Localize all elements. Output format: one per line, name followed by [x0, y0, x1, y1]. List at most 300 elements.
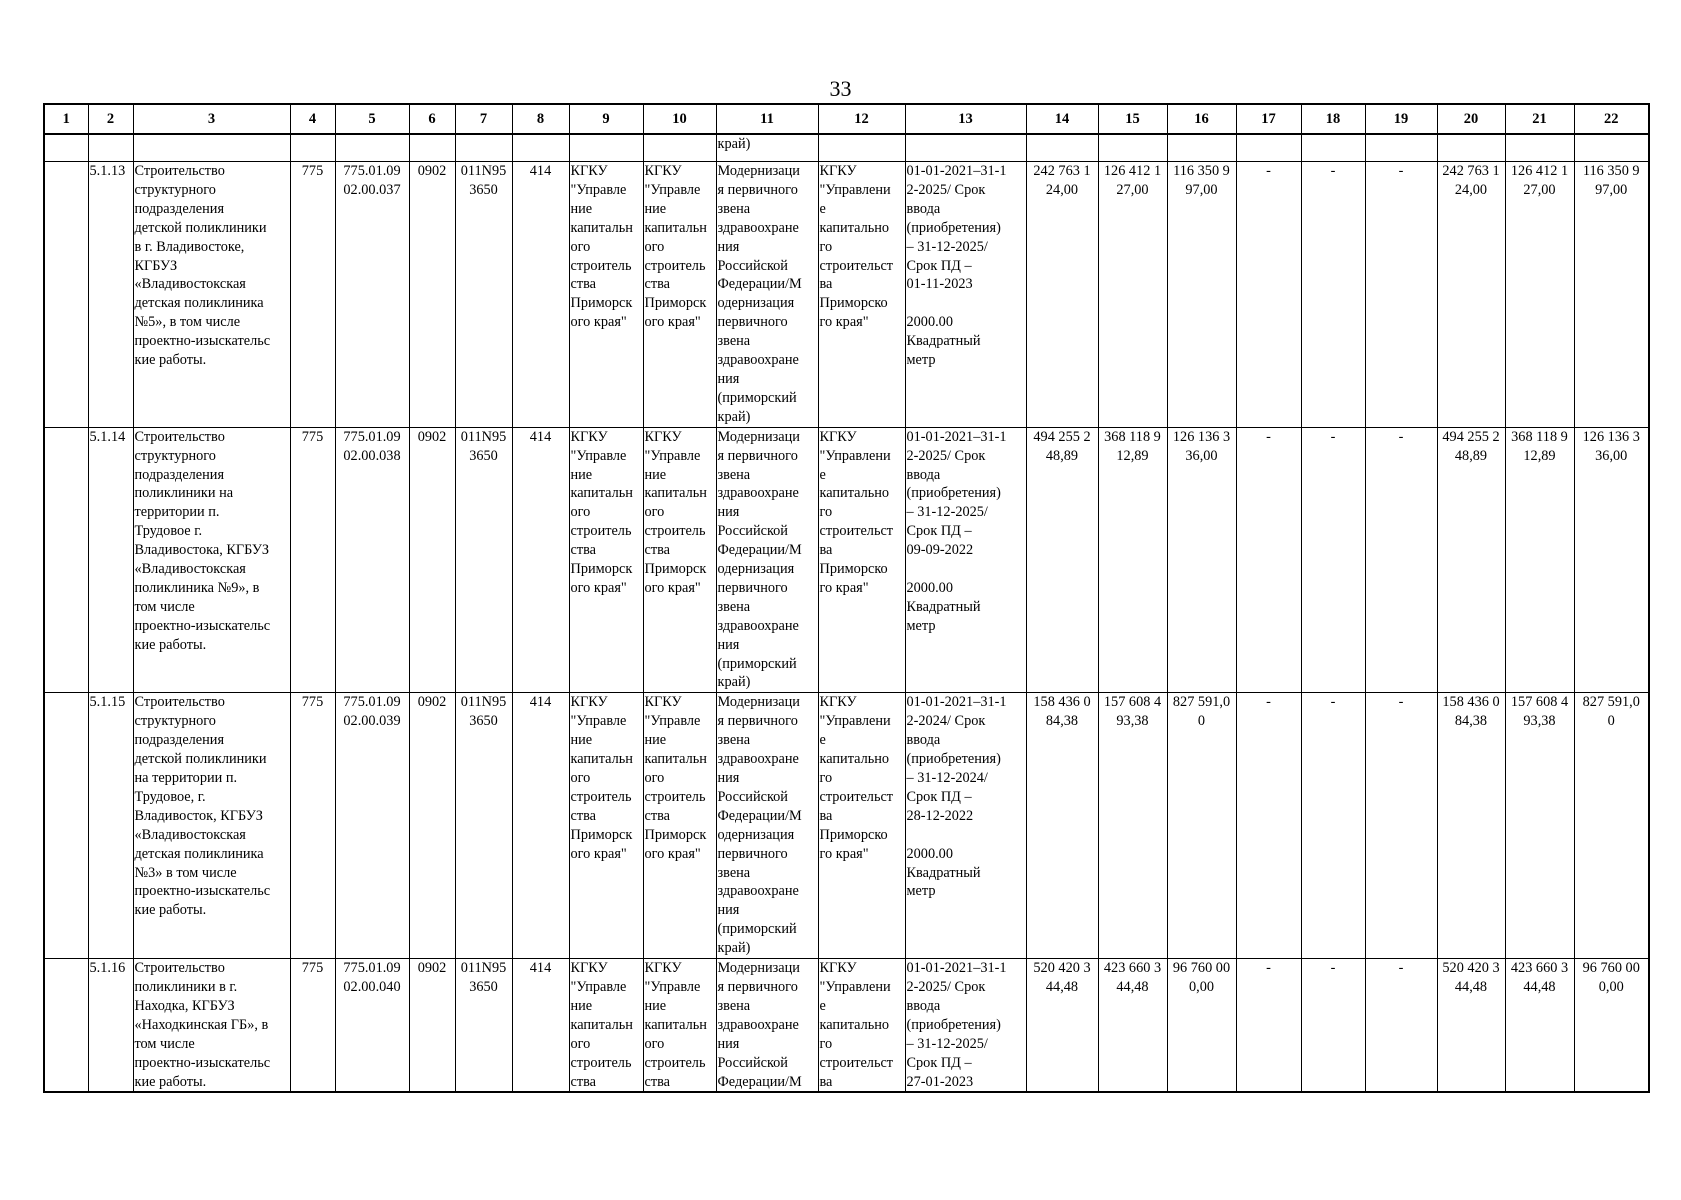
cell-line: Квадратный	[906, 333, 981, 350]
cell-line: Квадратный	[906, 864, 981, 881]
cell-line: Находка, КГБУЗ	[134, 997, 235, 1014]
cell-line: 97,00	[1595, 181, 1628, 198]
cell-line: 44,48	[1454, 978, 1488, 995]
table-cell	[1301, 134, 1365, 162]
cell-line: 27,00	[1523, 181, 1556, 198]
cell-line: го края"	[819, 314, 869, 331]
cell-line: здравоохране	[717, 219, 799, 236]
cell-line: Приморск	[644, 826, 707, 843]
table-cell	[1098, 693, 1167, 959]
column-number-header: 2	[88, 104, 133, 134]
cell-line: Приморск	[570, 561, 633, 578]
table-cell	[1437, 693, 1505, 959]
cell-line: капитальн	[644, 485, 707, 502]
column-number-header: 14	[1026, 104, 1098, 134]
cell-line: "Управлени	[819, 713, 891, 730]
cell-line: капитальн	[570, 219, 633, 236]
cell-line: структурного	[134, 713, 216, 730]
table-row	[44, 162, 1649, 428]
cell-line: метр	[906, 352, 936, 369]
cell-line: Федерации/М	[717, 542, 802, 559]
cell-line: 2000.00	[906, 845, 953, 862]
cell-line: ства	[644, 542, 671, 559]
table-cell	[569, 693, 643, 959]
table-cell: -	[1301, 959, 1365, 1093]
cell-line: 242 763 1	[1442, 163, 1500, 179]
cell-line: «Находкинская ГБ», в	[134, 1016, 269, 1033]
table-cell	[290, 134, 335, 162]
cell-line: 158 436 0	[1033, 694, 1091, 711]
cell-line: 126 136 3	[1172, 428, 1231, 445]
table-cell	[569, 427, 643, 693]
cell-line: я первичного	[717, 713, 798, 730]
cell-line: строитель	[644, 523, 706, 540]
cell-line: структурного	[134, 181, 216, 198]
table-cell	[1574, 693, 1649, 959]
cell-line: структурного	[134, 447, 216, 464]
cell-line: здравоохране	[717, 883, 799, 900]
item-number-cell: 5.1.13	[88, 162, 133, 428]
cell-line: ввода	[906, 466, 941, 483]
column-number-header: 21	[1505, 104, 1574, 134]
table-cell	[905, 134, 1026, 162]
table-cell	[44, 134, 88, 162]
cell-line: е	[819, 466, 826, 483]
cell-line: (приморский	[717, 655, 797, 672]
cell-line: 158 436 0	[1442, 694, 1500, 711]
cell-line: Модернизаци	[717, 960, 800, 977]
table-cell	[643, 427, 716, 693]
column-number-header: 11	[716, 104, 818, 134]
table-cell	[1026, 427, 1098, 693]
table-cell: -	[1236, 693, 1301, 959]
cell-line: ния	[717, 504, 740, 521]
cell-line: ния	[717, 1035, 740, 1052]
table-cell	[1167, 693, 1236, 959]
cell-line: подразделения	[134, 200, 225, 217]
cell-line: 84,38	[1045, 713, 1079, 730]
cell-line: 01-11-2023	[906, 276, 973, 293]
cell-line: 775.01.09	[343, 694, 401, 711]
cell-line: ого края"	[644, 845, 701, 862]
cell-line: ства	[570, 807, 597, 824]
cell-line: проектно-изыскательс	[134, 1054, 271, 1071]
cell-line: ние	[570, 466, 593, 483]
cell-line: КГКУ	[570, 960, 608, 977]
cell-line: звена	[717, 200, 751, 217]
cell-line: 157 608 4	[1103, 694, 1162, 711]
table-cell: 414	[512, 427, 569, 693]
cell-line: здравоохране	[717, 352, 799, 369]
table-cell	[88, 134, 133, 162]
cell-line: ого	[570, 770, 591, 786]
table-cell	[455, 162, 512, 428]
cell-line: капитально	[819, 485, 890, 502]
cell-line: здравоохране	[717, 1016, 799, 1033]
cell-line: 01-01-2021–31-1	[906, 163, 1007, 179]
cell-line: е	[819, 732, 826, 749]
cell-line: строительст	[819, 257, 894, 274]
cell-line: ва	[819, 542, 833, 559]
cell-line: 3650	[469, 713, 498, 730]
cell-line: ого края"	[570, 579, 627, 596]
table-cell	[1505, 134, 1574, 162]
cell-line: ние	[644, 997, 667, 1014]
cell-line: 423 660 3	[1510, 960, 1569, 977]
cell-line: Владивосток, КГБУЗ	[134, 807, 263, 824]
cell-line: звена	[717, 864, 751, 881]
table-cell: 775	[290, 162, 335, 428]
cell-line: 126 136 3	[1582, 428, 1640, 445]
table-row	[44, 693, 1649, 959]
cell-line: 0,00	[1598, 978, 1624, 995]
cell-line: 116 350 9	[1173, 163, 1230, 179]
cell-line: детской поликлиники	[134, 751, 267, 768]
cell-line: – 31-12-2025/	[906, 238, 988, 255]
cell-line: строитель	[644, 788, 706, 805]
cell-line: подразделения	[134, 466, 225, 483]
table-cell: 775	[290, 427, 335, 693]
table-cell: 775	[290, 959, 335, 1093]
table-cell: 0902	[409, 427, 455, 693]
cell-line: Срок ПД –	[906, 1054, 972, 1071]
table-cell	[1167, 162, 1236, 428]
cell-line: край)	[717, 674, 751, 691]
cell-line: «Владивостокская	[134, 276, 246, 293]
column-number-header: 3	[133, 104, 290, 134]
cell-line: Модернизаци	[717, 694, 800, 711]
cell-line: край)	[717, 940, 751, 957]
cell-line: 242 763 1	[1033, 163, 1091, 179]
cell-line: метр	[906, 883, 936, 900]
cell-line: "Управлени	[819, 978, 891, 995]
cell-line: (приобретения)	[906, 1016, 1001, 1033]
column-number-header: 1	[44, 104, 88, 134]
cell-line: №5», в том числе	[134, 314, 241, 331]
cell-line: "Управле	[644, 978, 701, 995]
cell-line: 157 608 4	[1510, 694, 1569, 711]
cell-line: ва	[819, 276, 833, 293]
cell-line: ого края"	[570, 314, 627, 331]
object-name-cell	[133, 693, 290, 959]
cell-line: звена	[717, 598, 751, 615]
table-cell	[643, 959, 716, 1093]
cell-line: капитальн	[644, 1016, 707, 1033]
cell-line: строитель	[570, 257, 632, 274]
cell-line: кие работы.	[134, 636, 207, 653]
cell-line: Приморск	[644, 295, 707, 312]
cell-line: 48,89	[1454, 447, 1488, 464]
table-cell	[569, 959, 643, 1093]
table-cell	[1098, 427, 1167, 693]
cell-line: ввода	[906, 732, 941, 749]
table-cell	[1365, 134, 1437, 162]
table-cell	[409, 134, 455, 162]
cell-line: звена	[717, 333, 751, 350]
cell-line: поликлиники в г.	[134, 978, 238, 995]
cell-line: 126 412 1	[1510, 163, 1569, 179]
cell-line: ния	[717, 902, 740, 919]
table-cell	[44, 959, 88, 1093]
continued-row	[44, 134, 1649, 162]
cell-line: 02.00.040	[343, 978, 401, 995]
cell-line: ние	[644, 732, 667, 749]
table-cell	[905, 162, 1026, 428]
cell-line: я первичного	[717, 978, 798, 995]
cell-line: 520 420 3	[1033, 960, 1091, 977]
cell-line: строитель	[644, 1054, 706, 1071]
column-number-header: 18	[1301, 104, 1365, 134]
cell-line: край)	[717, 408, 751, 425]
cell-line: Срок ПД –	[906, 788, 972, 805]
column-number-header: 17	[1236, 104, 1301, 134]
cell-line: том числе	[134, 598, 195, 615]
cell-line: капитальн	[570, 1016, 633, 1033]
cell-line: я первичного	[717, 181, 798, 198]
cell-line: КГКУ	[644, 163, 682, 179]
cell-line: 36,00	[1595, 447, 1628, 464]
cell-line: 011N95	[460, 428, 507, 445]
table-cell	[1574, 134, 1649, 162]
cell-line: ства	[570, 1073, 597, 1090]
table-cell: 0902	[409, 959, 455, 1093]
table-cell	[335, 134, 409, 162]
cell-line: поликлиника №9», в	[134, 579, 260, 596]
budget-table	[43, 103, 1650, 1093]
cell-line: 96 760 00	[1172, 960, 1231, 977]
table-cell: край)	[716, 134, 818, 162]
cell-line: 28-12-2022	[906, 807, 974, 824]
table-cell	[905, 959, 1026, 1093]
cell-line: ого	[644, 770, 665, 786]
cell-line: первичного	[717, 314, 788, 331]
cell-line: 775.01.09	[343, 428, 401, 445]
cell-line: ого края"	[644, 314, 701, 331]
table-cell	[716, 162, 818, 428]
cell-line: кие работы.	[134, 902, 207, 919]
cell-line: 93,38	[1523, 713, 1556, 730]
cell-line: Строительство	[134, 428, 225, 445]
table-cell	[335, 162, 409, 428]
cell-line: КГКУ	[570, 163, 608, 179]
column-number-header: 15	[1098, 104, 1167, 134]
object-name-cell	[133, 162, 290, 428]
cell-line: ства	[644, 1073, 671, 1090]
table-cell: 414	[512, 959, 569, 1093]
cell-line: ого края"	[644, 579, 701, 596]
table-cell	[1505, 959, 1574, 1093]
table-cell: -	[1365, 162, 1437, 428]
cell-line: 27,00	[1116, 181, 1149, 198]
item-number-cell: 5.1.14	[88, 427, 133, 693]
column-number-header: 7	[455, 104, 512, 134]
table-cell	[716, 693, 818, 959]
cell-line: – 31-12-2025/	[906, 504, 988, 521]
cell-line: КГКУ	[819, 960, 857, 977]
column-number-header: 8	[512, 104, 569, 134]
cell-line: ния	[717, 770, 740, 786]
cell-line: (приморский	[717, 389, 797, 406]
cell-line: КГКУ	[644, 428, 682, 445]
column-number-header: 4	[290, 104, 335, 134]
cell-line: Строительство	[134, 694, 225, 711]
cell-line: "Управле	[570, 978, 627, 995]
table-cell	[1574, 427, 1649, 693]
cell-line: го	[819, 238, 833, 255]
cell-line: Приморско	[819, 295, 888, 312]
cell-line: 01-01-2021–31-1	[906, 694, 1007, 711]
cell-line: Российской	[717, 1054, 788, 1071]
cell-line: в г. Владивостоке,	[134, 238, 245, 255]
item-number-cell: 5.1.16	[88, 959, 133, 1093]
table-cell	[455, 693, 512, 959]
table-cell	[1437, 959, 1505, 1093]
table-cell	[455, 134, 512, 162]
table-cell	[1026, 162, 1098, 428]
cell-line: 775.01.09	[343, 960, 401, 977]
table-cell: -	[1365, 959, 1437, 1093]
table-cell: 0902	[409, 162, 455, 428]
cell-line: 2-2025/ Срок	[906, 447, 986, 464]
cell-line: КГКУ	[819, 163, 857, 179]
cell-line: "Управлени	[819, 181, 891, 198]
table-cell: -	[1236, 162, 1301, 428]
cell-line: Срок ПД –	[906, 257, 972, 274]
cell-line: "Управле	[570, 447, 627, 464]
cell-line: 44,48	[1116, 978, 1149, 995]
table-cell	[1026, 134, 1098, 162]
cell-line: проектно-изыскательс	[134, 883, 271, 900]
cell-line: (приобретения)	[906, 751, 1001, 768]
cell-line: «Владивостокская	[134, 561, 246, 578]
cell-line: Российской	[717, 257, 788, 274]
cell-line: подразделения	[134, 732, 225, 749]
cell-line: е	[819, 200, 826, 217]
cell-line: кие работы.	[134, 1073, 207, 1090]
cell-line: №3» в том числе	[134, 864, 237, 881]
table-cell	[44, 427, 88, 693]
cell-line: 12,89	[1523, 447, 1556, 464]
cell-line: капитальн	[644, 751, 707, 768]
table-cell	[818, 162, 905, 428]
cell-line: ва	[819, 807, 833, 824]
cell-line: "Управле	[644, 713, 701, 730]
cell-line: строитель	[570, 523, 632, 540]
cell-line: 12,89	[1116, 447, 1149, 464]
cell-line: 02.00.039	[343, 713, 401, 730]
cell-line: капитальн	[570, 485, 633, 502]
cell-line: 423 660 3	[1103, 960, 1162, 977]
cell-line: ого края"	[570, 845, 627, 862]
cell-line: ние	[570, 732, 593, 749]
cell-line: 3650	[469, 447, 498, 464]
table-cell	[905, 427, 1026, 693]
table-cell	[455, 959, 512, 1093]
cell-line: Трудовое г.	[134, 523, 203, 540]
cell-line: (приобретения)	[906, 485, 1001, 502]
cell-line: е	[819, 997, 826, 1014]
column-number-header: 16	[1167, 104, 1236, 134]
page-number: 33	[829, 76, 852, 101]
column-number-header: 6	[409, 104, 455, 134]
table-cell	[1505, 427, 1574, 693]
table-cell	[335, 693, 409, 959]
table-cell	[716, 959, 818, 1093]
cell-line: 827 591,0	[1582, 694, 1640, 711]
cell-line: здравоохране	[717, 485, 799, 502]
column-number-header: 10	[643, 104, 716, 134]
cell-line: строительст	[819, 1054, 894, 1071]
cell-line: Приморск	[570, 826, 633, 843]
table-cell	[818, 959, 905, 1093]
cell-line: ства	[644, 807, 671, 824]
table-cell	[133, 134, 290, 162]
cell-line: 24,00	[1454, 181, 1488, 198]
cell-line: проектно-изыскательс	[134, 617, 271, 634]
cell-line: КГКУ	[644, 694, 682, 711]
cell-line: 02.00.037	[343, 181, 401, 198]
table-cell	[1167, 134, 1236, 162]
cell-line: ого	[644, 504, 665, 521]
cell-line: ства	[570, 276, 597, 293]
table-cell: 775	[290, 693, 335, 959]
table-cell: 0902	[409, 693, 455, 959]
cell-line: 02.00.038	[343, 447, 401, 464]
table-cell: -	[1236, 959, 1301, 1093]
cell-line: детская поликлиника	[134, 845, 264, 862]
cell-line: метр	[906, 617, 936, 634]
table-cell	[818, 693, 905, 959]
column-number-header: 19	[1365, 104, 1437, 134]
cell-line: ства	[570, 542, 597, 559]
cell-line: первичного	[717, 579, 788, 596]
cell-line: одернизация	[717, 826, 795, 843]
cell-line: "Управле	[644, 181, 701, 198]
cell-line: 96 760 00	[1582, 960, 1640, 977]
table-cell	[1098, 134, 1167, 162]
cell-line: том числе	[134, 1035, 195, 1052]
cell-line: 24,00	[1045, 181, 1079, 198]
column-number-header: 13	[905, 104, 1026, 134]
cell-line: 0	[1197, 713, 1206, 730]
cell-line: КГКУ	[644, 960, 682, 977]
cell-line: Трудовое, г.	[134, 788, 206, 805]
table-cell: -	[1365, 427, 1437, 693]
cell-line: (приморский	[717, 921, 797, 938]
cell-line: первичного	[717, 845, 788, 862]
cell-line: ввода	[906, 200, 941, 217]
column-number-header: 22	[1574, 104, 1649, 134]
cell-line: 368 118 9	[1104, 428, 1161, 445]
cell-line: 44,48	[1523, 978, 1556, 995]
cell-line: капитально	[819, 219, 890, 236]
cell-line: 36,00	[1185, 447, 1218, 464]
cell-line: звена	[717, 997, 751, 1014]
table-cell	[905, 693, 1026, 959]
column-number-header: 5	[335, 104, 409, 134]
cell-line: го	[819, 770, 833, 786]
cell-line: 27-01-2023	[906, 1073, 974, 1090]
cell-line: КГБУЗ	[134, 257, 178, 274]
object-name-cell	[133, 427, 290, 693]
cell-line: "Управле	[570, 181, 627, 198]
cell-line: Приморск	[570, 295, 633, 312]
cell-line: звена	[717, 466, 751, 483]
cell-line: капитальн	[570, 751, 633, 768]
cell-line: Российской	[717, 788, 788, 805]
table-cell	[716, 427, 818, 693]
cell-line: детская поликлиника	[134, 295, 264, 312]
